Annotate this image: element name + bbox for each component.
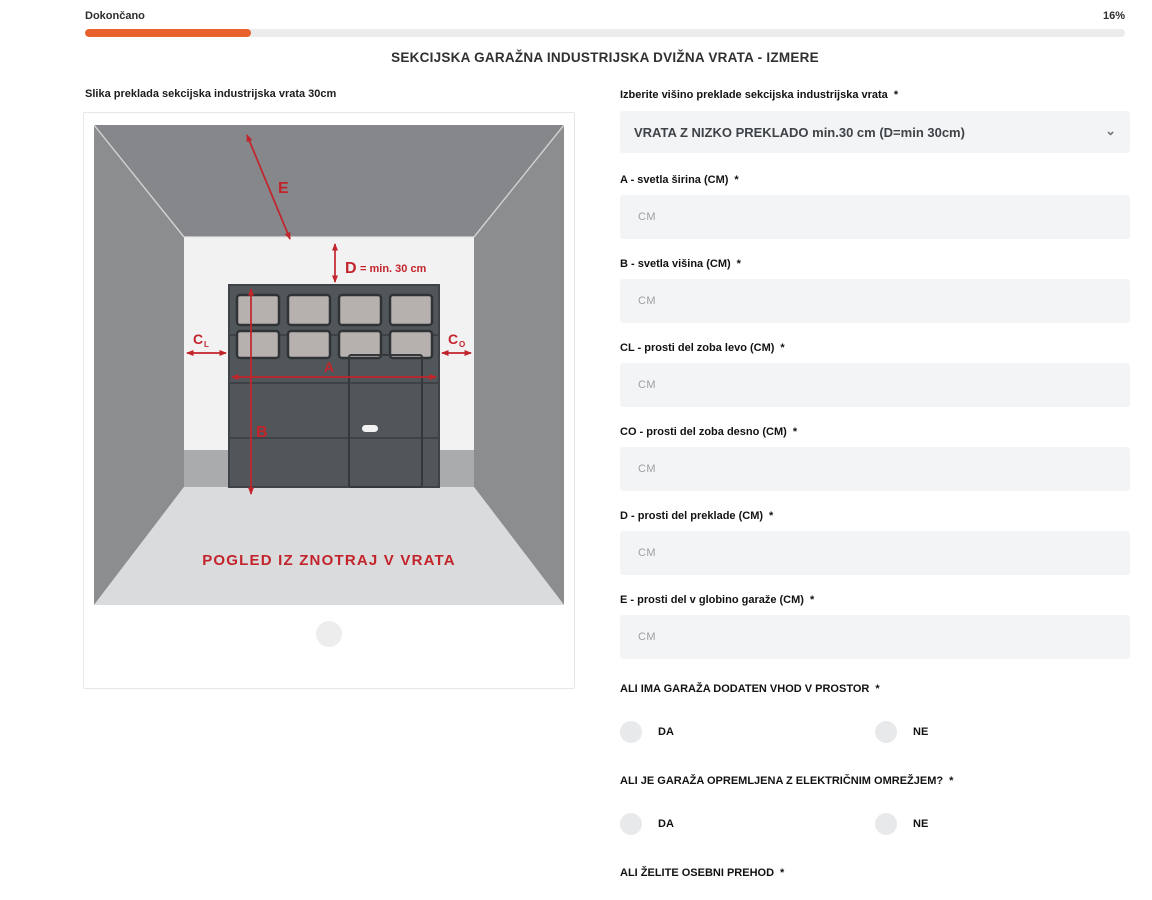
selected-option: VRATA Z NIZKO PREKLADO min.30 cm (D=min 30cm) bbox=[634, 124, 965, 140]
back-wall-base-left bbox=[184, 450, 229, 487]
required-asterisk: * bbox=[780, 342, 785, 354]
right-co-input[interactable] bbox=[620, 447, 1130, 491]
question-additional-entrance bbox=[620, 682, 1130, 696]
field-group-a bbox=[620, 173, 1130, 239]
dropdown-label bbox=[620, 88, 1130, 103]
field-label bbox=[620, 593, 1130, 608]
diagram-caption: Slika preklada sekcijska industrijska vrata 30cm bbox=[85, 88, 337, 100]
field-label-text: D - prosti del preklade (CM) bbox=[620, 510, 764, 522]
dim-b-label: B bbox=[256, 424, 268, 441]
required-asterisk: * bbox=[893, 89, 899, 101]
field-label-text: CL - prosti del zoba levo (CM) bbox=[620, 342, 775, 354]
dim-e-label: E bbox=[278, 180, 289, 197]
required-asterisk: * bbox=[809, 594, 815, 606]
progress-track bbox=[85, 29, 1125, 37]
door-window bbox=[237, 295, 279, 325]
diagram-view-text: POGLED IZ ZNOTRAJ V VRATA bbox=[202, 552, 456, 569]
field-group-d bbox=[620, 509, 1130, 575]
required-asterisk: * bbox=[736, 258, 741, 270]
diagram-panel bbox=[83, 112, 575, 689]
field-label bbox=[620, 173, 1130, 188]
question-text: ALI JE GARAŽA OPREMLJENA Z ELEKTRIČNIM OMREŽJEM? bbox=[620, 775, 944, 787]
door-window bbox=[339, 295, 381, 325]
height-b-input[interactable] bbox=[620, 279, 1130, 323]
field-group-b bbox=[620, 257, 1130, 323]
dim-cl-sub: L bbox=[204, 340, 209, 349]
field-label bbox=[620, 425, 1130, 440]
required-asterisk: * bbox=[769, 510, 774, 522]
field-group-e bbox=[620, 593, 1130, 659]
radio-option-da[interactable] bbox=[620, 813, 875, 835]
door-window bbox=[390, 295, 432, 325]
lintel-d-input[interactable] bbox=[620, 531, 1130, 575]
image-pagination-dot[interactable] bbox=[316, 621, 342, 647]
door-window bbox=[288, 295, 330, 325]
field-label bbox=[620, 509, 1130, 524]
door-window bbox=[339, 331, 381, 358]
required-asterisk: * bbox=[949, 775, 954, 787]
radio-option-ne[interactable] bbox=[875, 721, 1130, 743]
radio-label: DA bbox=[658, 818, 674, 830]
left-cl-input[interactable] bbox=[620, 363, 1130, 407]
radio-label: NE bbox=[913, 726, 929, 738]
width-a-input[interactable] bbox=[620, 195, 1130, 239]
question-electric-network bbox=[620, 774, 1130, 788]
door-window bbox=[390, 331, 432, 358]
dim-cl-label: C bbox=[193, 331, 204, 347]
radio-label: DA bbox=[658, 726, 674, 738]
door-handle bbox=[362, 425, 378, 432]
sectional-door bbox=[229, 285, 439, 487]
measurement-form bbox=[620, 88, 1130, 880]
chevron-down-icon: ⌄ bbox=[1105, 122, 1116, 138]
field-label-text: A - svetla širina (CM) bbox=[620, 174, 729, 186]
question-text: ALI ŽELITE OSEBNI PREHOD bbox=[620, 867, 775, 879]
radio-circle[interactable] bbox=[620, 813, 642, 835]
required-asterisk: * bbox=[875, 683, 880, 695]
door-window bbox=[237, 331, 279, 358]
radio-row-additional-entrance bbox=[620, 721, 1130, 743]
dim-d-value: = min. 30 cm bbox=[360, 263, 427, 275]
question-personal-passage bbox=[620, 866, 1130, 880]
page-title: SEKCIJSKA GARAŽNA INDUSTRIJSKA DVIŽNA VRATA - IZMERE bbox=[391, 50, 819, 65]
question-text: ALI IMA GARAŽA DODATEN VHOD V PROSTOR bbox=[620, 683, 870, 695]
dim-co-sub: O bbox=[459, 340, 466, 349]
back-wall-base-right bbox=[439, 450, 474, 487]
diagram-column bbox=[83, 88, 575, 689]
radio-circle[interactable] bbox=[875, 721, 897, 743]
progress-header bbox=[85, 10, 1125, 37]
radio-row-electric-network bbox=[620, 813, 1130, 835]
field-group-cl bbox=[620, 341, 1130, 407]
required-asterisk: * bbox=[734, 174, 739, 186]
radio-circle[interactable] bbox=[620, 721, 642, 743]
field-group-co bbox=[620, 425, 1130, 491]
required-asterisk: * bbox=[792, 426, 798, 438]
required-asterisk: * bbox=[780, 867, 785, 879]
field-label bbox=[620, 257, 1130, 272]
radio-option-ne[interactable] bbox=[875, 813, 1130, 835]
field-label-text: CO - prosti del zoba desno (CM) bbox=[620, 426, 787, 438]
preklada-height-select[interactable] bbox=[620, 111, 1130, 153]
field-label-text: B - svetla višina (CM) bbox=[620, 258, 731, 270]
garage-diagram bbox=[94, 125, 564, 605]
field-label-text: E - prosti del v globino garaže (CM) bbox=[620, 594, 804, 606]
radio-label: NE bbox=[913, 818, 929, 830]
radio-option-da[interactable] bbox=[620, 721, 875, 743]
dropdown-label-text: Izberite višino preklade sekcijska industrijska vrata bbox=[620, 89, 888, 101]
dim-a-label: A bbox=[324, 359, 335, 375]
depth-e-input[interactable] bbox=[620, 615, 1130, 659]
progress-fill bbox=[85, 29, 251, 37]
progress-percent: 16% bbox=[1102, 10, 1125, 22]
door-window bbox=[288, 331, 330, 358]
radio-circle[interactable] bbox=[875, 813, 897, 835]
dim-d-label: D bbox=[345, 260, 357, 277]
progress-label: Dokončano bbox=[85, 10, 145, 22]
dim-co-label: C bbox=[448, 331, 459, 347]
field-label bbox=[620, 341, 1130, 356]
